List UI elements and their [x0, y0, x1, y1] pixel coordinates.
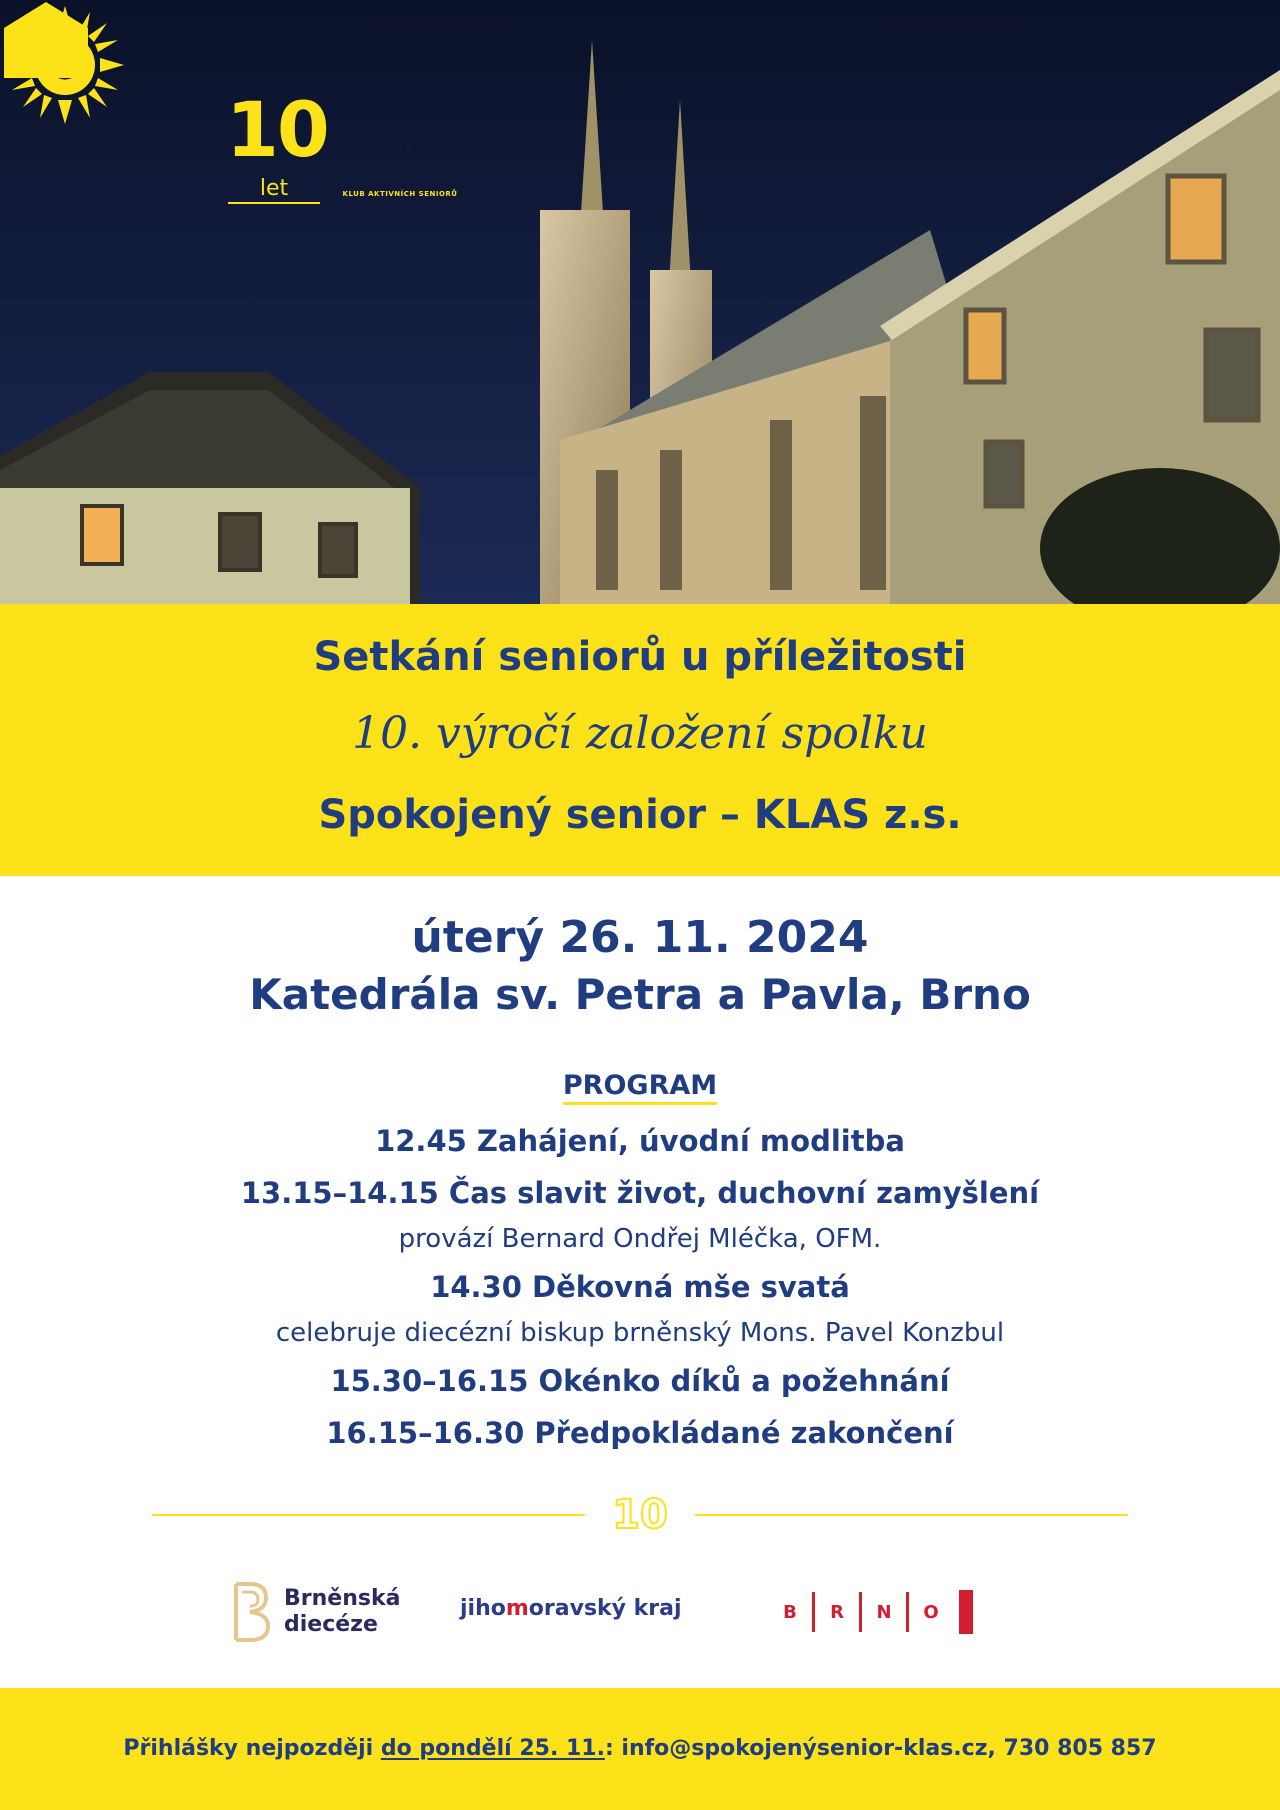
program-heading: PROGRAM	[563, 1070, 717, 1105]
klas-logo-word: KLAS	[362, 126, 441, 159]
brno-letter: O	[923, 1601, 939, 1623]
jmk-suffix: oravský kraj	[528, 1596, 682, 1621]
klas-logo-subtitle: KLUB AKTIVNÍCH SENIORŮ	[342, 190, 458, 198]
event-date: úterý 26. 11. 2024	[411, 912, 869, 963]
program-item: 14.30 Děkovná mše svatá	[430, 1270, 850, 1304]
event-place: Katedrála sv. Petra a Pavla, Brno	[249, 970, 1031, 1019]
brnenska-dieceze-logo-text	[284, 1586, 400, 1638]
brno-letter: N	[876, 1601, 892, 1623]
program-item: 12.45 Zahájení, úvodní modlitba	[375, 1124, 905, 1158]
diecese-line-1: Brněnská	[284, 1586, 401, 1611]
hero-photo	[0, 0, 1280, 604]
program-heading-wrap	[0, 1070, 1280, 1105]
program-item: 15.30–16.15 Okénko díků a požehnání	[330, 1364, 950, 1398]
diecese-line-2: diecéze	[284, 1612, 378, 1637]
title-line-3: Spokojený senior – KLAS z.s.	[318, 792, 962, 838]
title-line-2: 10. výročí založení spolku	[352, 708, 928, 759]
footer-prefix: Přihlášky nejpozději	[123, 1736, 381, 1761]
title-band	[0, 604, 1280, 876]
divider-ten: 10	[612, 1492, 668, 1538]
brno-block	[959, 1590, 973, 1634]
program-item-note: celebruje diecézní biskup brněnský Mons. Pavel Konzbul	[275, 1318, 1005, 1348]
klas-house-logo	[0, 0, 92, 80]
ten-years-let: let	[228, 178, 320, 204]
brnenska-dieceze-b-icon	[232, 1582, 272, 1642]
divider-badge	[585, 1492, 695, 1538]
brno-letter: B	[783, 1601, 797, 1623]
brno-city-logo	[768, 1590, 973, 1634]
ten-years-number: 10	[226, 85, 328, 174]
footer-contact: : info@spokojenýsenior-klas.cz, 730 805 857	[604, 1736, 1157, 1761]
registration-info	[0, 1736, 1280, 1761]
program-item: 16.15–16.30 Předpokládané zakončení	[326, 1416, 954, 1450]
cathedral-illustration	[0, 0, 1280, 604]
registration-footer	[0, 1688, 1280, 1810]
jmk-prefix: jiho	[460, 1596, 506, 1621]
jmk-m: m	[505, 1596, 529, 1621]
program-item: 13.15–14.15 Čas slavit život, duchovní zamyšlení	[240, 1176, 1040, 1210]
jihomoravsky-kraj-logo	[460, 1596, 682, 1622]
brno-letter: R	[830, 1601, 844, 1623]
registration-deadline: do pondělí 25. 11.	[380, 1736, 605, 1761]
title-line-1: Setkání seniorů u příležitosti	[313, 634, 967, 680]
program-item-note: provází Bernard Ondřej Mléčka, OFM.	[398, 1224, 882, 1254]
